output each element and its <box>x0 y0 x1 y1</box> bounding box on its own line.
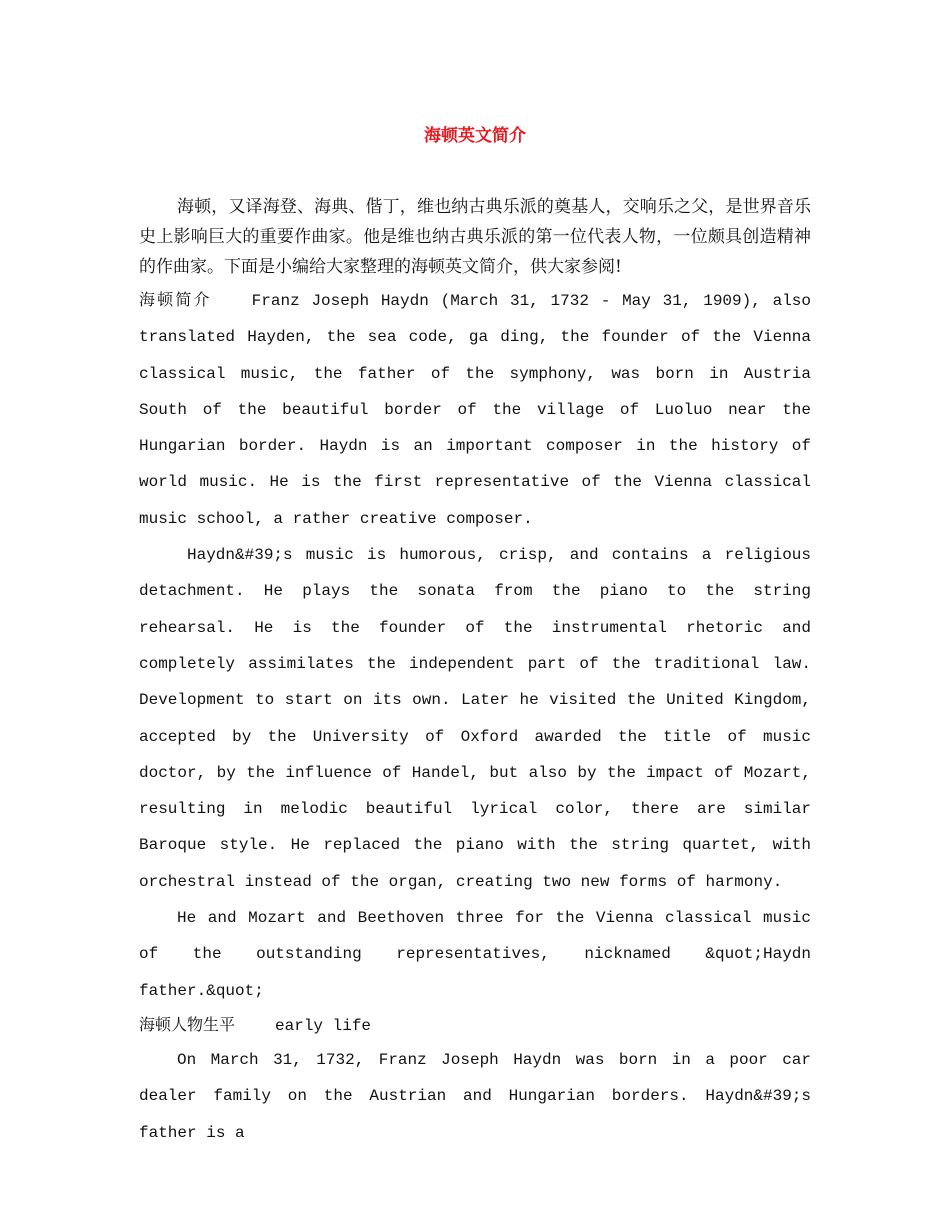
section1-paragraph <box>139 282 811 537</box>
section2-heading-cn: 海顿人物生平 <box>139 1014 236 1034</box>
section2-heading-line <box>139 1009 811 1042</box>
paragraph-3: He and Mozart and Beethoven three for the Vienna classical music of the outstanding representatives, nicknamed &quot;Haydn father.&quot; <box>139 909 811 1000</box>
section2-heading-en: early life <box>275 1016 372 1035</box>
paragraph-2: Haydn&#39;s music is humorous, crisp, and contains a religious detachment. He plays the sonata from the piano to the string rehearsal. He is the founder of the instrumental rhetoric and completely assimilates the independent part of the traditional law. Development to start on its own. Later he visited the United Kingdom, accepted by the University of Oxford awarded the title of music doctor, by the influence of Handel, but also by the impact of Mozart, resulting in melodic beautiful lyrical color, there are similar Baroque style. He replaced the piano with the string quartet, with orchestral instead of the organ, creating two new forms of harmony. <box>139 546 811 891</box>
intro-paragraph: 海顿，又译海登、海典、偕丁，维也纳古典乐派的奠基人，交响乐之父，是世界音乐史上影响巨大的重要作曲家。他是维也纳古典乐派的第一位代表人物，一位颇具创造精神的作曲家。下面是小编给大家整理的海顿英文简介，供大家参阅! <box>139 197 811 277</box>
paragraph-4: On March 31, 1732, Franz Joseph Haydn was born in a poor car dealer family on the Austrian and Hungarian borders. Haydn&#39;s father is a <box>139 1050 811 1142</box>
document-title: 海顿英文简介 <box>424 126 526 146</box>
section1-text: Franz Joseph Haydn (March 31, 1732 - May 31, 1909), also translated Hayden, the sea code, ga ding, the founder of the Vienna classical music, the father of the symphony, was born in Austria South of the beautiful border of the village of Luoluo near the Hungarian border. Haydn is an important composer in the history of world music. He is the first representative of the Vienna classical music school, a rather creative composer. <box>139 292 811 528</box>
section1-heading: 海顿简介 <box>139 290 212 309</box>
document-body <box>139 192 811 1151</box>
